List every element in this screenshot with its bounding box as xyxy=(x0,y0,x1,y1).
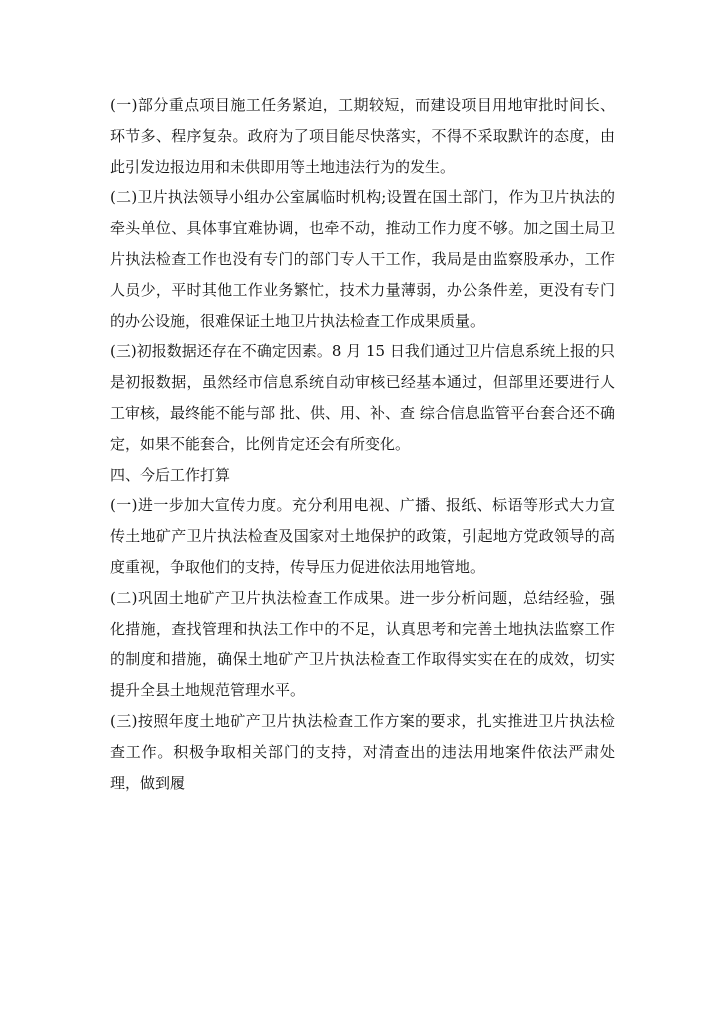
paragraph-issue-3: (三)初报数据还存在不确定因素。8 月 15 日我们通过卫片信息系统上报的只是初报数据，虽然经市信息系统自动审核已经基本通过，但部里还要进行人工审核，最终能不能与部 批、供、用、补、查 综合信息监管平台套合还不确定，如果不能套合，比例肯定还会有所变化。 xyxy=(110,342,615,453)
document-body xyxy=(110,90,615,798)
paragraph-issue-1: (一)部分重点项目施工任务紧迫，工期较短，而建设项目用地审批时间长、环节多、程序复杂。政府为了项目能尽快落实，不得不采取默许的态度，由此引发边报边用和未供即用等土地违法行为的发生。 xyxy=(110,96,615,176)
section-heading: 四、今后工作打算 xyxy=(110,465,231,484)
paragraph-plan-1: (一)进一步加大宣传力度。充分利用电视、广播、报纸、标语等形式大力宣传土地矿产卫片执法检查及国家对土地保护的政策，引起地方党政领导的高度重视，争取他们的支持，传导压力促进依法用地管地。 xyxy=(110,496,615,576)
paragraph-plan-2: (二)巩固土地矿产卫片执法检查工作成果。进一步分析问题，总结经验，强化措施，查找管理和执法工作中的不足，认真思考和完善土地执法监察工作的制度和措施，确保土地矿产卫片执法检查工作取得实实在在的成效，切实提升全县土地规范管理水平。 xyxy=(110,588,615,700)
paragraph-issue-2: (二)卫片执法领导小组办公室属临时机构;设置在国土部门，作为卫片执法的牵头单位、具体事宜难协调，也牵不动，推动工作力度不够。加之国土局卫片执法检查工作也没有专门的部门专人干工作，我局是由监察股承办，工作人员少，平时其他工作业务繁忙，技术力量薄弱，办公条件差，更没有专门的办公设施，很难保证土地卫片执法检查工作成果质量。 xyxy=(110,188,615,330)
paragraph-plan-3: (三)按照年度土地矿产卫片执法检查工作方案的要求，扎实推进卫片执法检查工作。积极争取相关部门的支持，对清查出的违法用地案件依法严肃处理，做到履 xyxy=(110,711,615,792)
